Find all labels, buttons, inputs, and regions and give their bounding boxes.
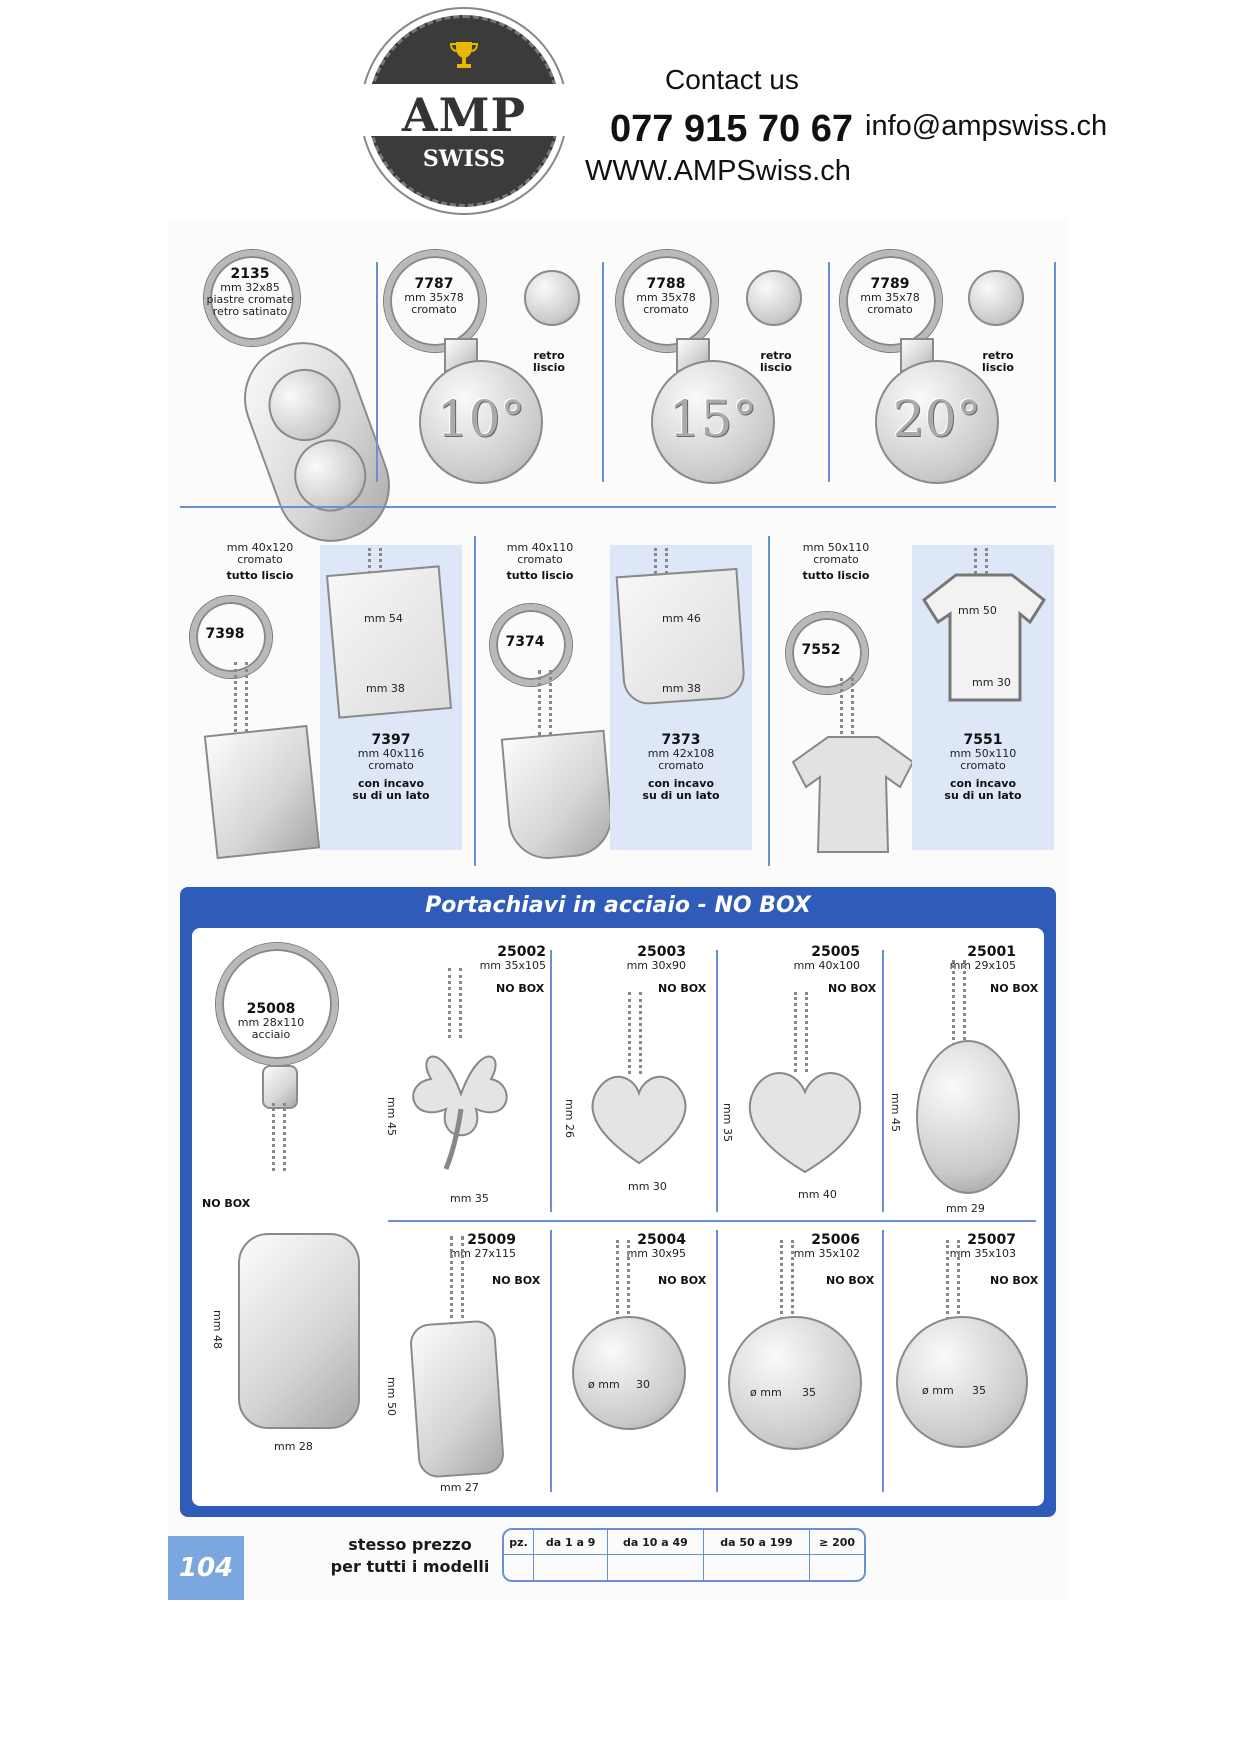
- product-code: 25009: [467, 1232, 516, 1248]
- back-note: retro: [760, 349, 792, 362]
- dimension-a: mm 26: [562, 1099, 576, 1138]
- price-cell: [504, 1555, 534, 1581]
- dimension-width: mm 28: [274, 1440, 313, 1453]
- dimension-height: mm 46: [662, 612, 701, 625]
- price-table: [502, 1528, 866, 1582]
- contact-title: Contact us: [665, 64, 799, 95]
- numbered-disc: [875, 360, 999, 484]
- product-note: con incavo: [949, 777, 1016, 790]
- product-finish: cromato: [411, 303, 457, 316]
- product-note: su di un lato: [642, 789, 720, 802]
- dimension-height: mm 50: [958, 604, 997, 617]
- back-view: [746, 270, 802, 326]
- dimension-a: mm 35: [720, 1103, 734, 1142]
- product-25004: [556, 1226, 716, 1496]
- column-divider: [550, 950, 552, 1212]
- back-note: liscio: [760, 361, 792, 374]
- product-code: 25002: [497, 944, 546, 960]
- column-divider: [882, 1230, 884, 1492]
- contact-email[interactable]: info@ampswiss.ch: [865, 110, 1108, 142]
- product-code: 25004: [637, 1232, 686, 1248]
- product-25006: [720, 1226, 890, 1496]
- dogtag-plate: [238, 1233, 360, 1429]
- product-size: mm 40x100: [793, 959, 860, 972]
- column-divider: [376, 262, 378, 482]
- dimension-b: 35: [802, 1386, 816, 1399]
- product-25001: [886, 940, 1046, 1215]
- product-group-7552-7551: [776, 520, 1066, 870]
- nobox-label: NO BOX: [826, 1274, 875, 1287]
- product-code: 7551: [963, 732, 1003, 748]
- product-size: mm 29x105: [949, 959, 1016, 972]
- product-25008: [196, 935, 381, 1495]
- nobox-label: NO BOX: [658, 982, 707, 995]
- product-code: 7374: [505, 634, 545, 650]
- numbered-disc: [651, 360, 775, 484]
- column-divider: [828, 262, 830, 482]
- product-finish: cromato: [960, 759, 1006, 772]
- product-note: tutto liscio: [506, 569, 574, 582]
- product-code: 7789: [870, 276, 910, 292]
- heart-plate: [740, 1064, 870, 1176]
- product-code: 7373: [661, 732, 701, 748]
- keyring-plate: [501, 730, 615, 863]
- keyring-plate: [326, 565, 452, 718]
- product-25009: [386, 1226, 546, 1496]
- product-code: 25007: [967, 1232, 1016, 1248]
- disc-number: 15°: [668, 390, 758, 448]
- product-code: 7552: [801, 642, 841, 658]
- product-note: su di un lato: [352, 789, 430, 802]
- dimension-width: mm 38: [662, 682, 701, 695]
- price-header: da 1 a 9: [534, 1530, 608, 1555]
- back-view: [968, 270, 1024, 326]
- tshirt-plate: [920, 570, 1048, 710]
- back-note: retro: [982, 349, 1014, 362]
- product-finish: retro satinato: [212, 305, 288, 318]
- product-25002: [386, 940, 546, 1210]
- dimension-b: mm 27: [440, 1481, 479, 1494]
- product-7787: [384, 250, 604, 490]
- product-note: con incavo: [357, 777, 424, 790]
- product-7789: [840, 250, 1060, 490]
- round-plate: [896, 1316, 1028, 1448]
- clover-plate: [406, 1034, 516, 1174]
- product-note: tutto liscio: [226, 569, 294, 582]
- product-finish: cromato: [658, 759, 704, 772]
- dimension-b: 35: [972, 1384, 986, 1397]
- product-code: 25006: [811, 1232, 860, 1248]
- product-size: mm 27x115: [449, 1247, 516, 1260]
- product-size: mm 35x78: [636, 291, 696, 304]
- dimension-b: mm 40: [798, 1188, 837, 1201]
- product-code: 7398: [205, 626, 245, 642]
- product-finish: cromato: [813, 553, 859, 566]
- column-divider: [474, 536, 476, 866]
- numbered-disc: [419, 360, 543, 484]
- disc-number: 20°: [892, 390, 982, 448]
- company-logo: [368, 15, 560, 207]
- column-divider: [768, 536, 770, 866]
- nobox-label: NO BOX: [496, 982, 545, 995]
- price-header: pz.: [504, 1530, 534, 1555]
- product-size: mm 35x105: [479, 959, 546, 972]
- price-note-line: per tutti i modelli: [330, 1557, 490, 1576]
- product-code: 7788: [646, 276, 686, 292]
- nobox-label: NO BOX: [828, 982, 877, 995]
- product-finish: cromato: [368, 759, 414, 772]
- product-code: 2135: [230, 266, 270, 282]
- product-code: 25008: [246, 1001, 296, 1017]
- product-size: mm 32x85: [220, 281, 280, 294]
- product-group-7374-7373: [480, 520, 770, 870]
- dimension-a: ø mm: [922, 1384, 954, 1397]
- price-cell: [534, 1555, 608, 1581]
- product-group-7398-7397: [180, 520, 470, 870]
- dimension-b: 30: [636, 1378, 650, 1391]
- product-2135: [200, 250, 380, 550]
- trophy-icon: [450, 40, 478, 70]
- product-size: mm 30x95: [626, 1247, 686, 1260]
- nobox-title: Portachiavi in acciaio - NO BOX: [425, 893, 811, 918]
- nobox-label: NO BOX: [658, 1274, 707, 1287]
- product-size: mm 50x110: [802, 541, 870, 554]
- dimension-a: ø mm: [588, 1378, 620, 1391]
- price-cell: [703, 1555, 809, 1581]
- disc-number: 10°: [436, 390, 526, 448]
- dimension-a: mm 45: [384, 1097, 398, 1136]
- product-size: mm 35x78: [860, 291, 920, 304]
- column-divider: [716, 950, 718, 1212]
- price-cell: [608, 1555, 704, 1581]
- product-code: 25005: [811, 944, 860, 960]
- product-code: 7397: [371, 732, 411, 748]
- product-size: mm 50x110: [949, 747, 1017, 760]
- back-note: liscio: [533, 361, 565, 374]
- product-finish: cromato: [517, 553, 563, 566]
- product-size: mm 35x78: [404, 291, 464, 304]
- product-7788: [616, 250, 836, 490]
- product-size: mm 30x90: [626, 959, 686, 972]
- column-divider: [882, 950, 884, 1212]
- price-header: ≥ 200: [810, 1530, 864, 1555]
- product-note: con incavo: [647, 777, 714, 790]
- product-size: mm 40x110: [506, 541, 574, 554]
- back-note: retro: [533, 349, 565, 362]
- column-divider: [550, 1230, 552, 1492]
- tshirt-plate: [788, 732, 918, 862]
- dimension-width: mm 30: [972, 676, 1011, 689]
- logo-sub-text: SWISS: [422, 146, 506, 172]
- price-header: da 10 a 49: [608, 1530, 704, 1555]
- logo-main-text: AMP: [401, 88, 527, 142]
- nobox-label: NO BOX: [990, 1274, 1039, 1287]
- heart-plate: [584, 1068, 694, 1168]
- product-code: 7787: [414, 276, 454, 292]
- product-size: mm 42x108: [647, 747, 715, 760]
- dimension-height: mm 48: [210, 1310, 224, 1349]
- row-divider: [388, 1220, 1036, 1222]
- dimension-b: mm 30: [628, 1180, 667, 1193]
- product-size: mm 40x120: [226, 541, 294, 554]
- product-material: acciaio: [251, 1028, 291, 1041]
- dimension-a: ø mm: [750, 1386, 782, 1399]
- dogtag-plate: [409, 1319, 506, 1479]
- dimension-width: mm 38: [366, 682, 405, 695]
- contact-website[interactable]: WWW.AMPSwiss.ch: [585, 155, 851, 187]
- product-finish: cromato: [237, 553, 283, 566]
- price-note: [320, 1534, 500, 1578]
- product-size: mm 35x102: [793, 1247, 860, 1260]
- product-note: su di un lato: [944, 789, 1022, 802]
- round-plate: [728, 1316, 862, 1450]
- product-finish: cromato: [867, 303, 913, 316]
- product-code: 25001: [967, 944, 1016, 960]
- product-code: 25003: [637, 944, 686, 960]
- product-size: mm 28x110: [237, 1016, 305, 1029]
- page-number: 104: [168, 1536, 244, 1600]
- product-25003: [556, 940, 716, 1210]
- nobox-label: NO BOX: [492, 1274, 541, 1287]
- back-view: [524, 270, 580, 326]
- product-25005: [720, 940, 890, 1210]
- product-size: mm 35x103: [949, 1247, 1016, 1260]
- column-divider: [716, 1230, 718, 1492]
- dimension-a: mm 45: [888, 1093, 902, 1132]
- round-plate: [572, 1316, 686, 1430]
- dimension-b: mm 35: [450, 1192, 489, 1205]
- back-note: liscio: [982, 361, 1014, 374]
- keyring-plate: [204, 725, 320, 859]
- column-divider: [1054, 262, 1056, 482]
- nobox-label: NO BOX: [990, 982, 1039, 995]
- product-note: tutto liscio: [802, 569, 870, 582]
- product-25007: [886, 1226, 1046, 1496]
- product-size: mm 40x116: [357, 747, 425, 760]
- contact-phone[interactable]: 077 915 70 67: [610, 108, 854, 150]
- price-note-line: stesso prezzo: [348, 1535, 472, 1554]
- row-divider: [180, 506, 1056, 508]
- product-finish: cromato: [643, 303, 689, 316]
- product-finish: piastre cromate: [206, 293, 294, 306]
- nobox-label: NO BOX: [202, 1197, 251, 1210]
- price-header: da 50 a 199: [703, 1530, 809, 1555]
- dimension-a: mm 50: [384, 1377, 398, 1416]
- column-divider: [602, 262, 604, 482]
- oval-plate: [916, 1040, 1020, 1194]
- dimension-height: mm 54: [364, 612, 403, 625]
- price-cell: [810, 1555, 864, 1581]
- dimension-b: mm 29: [946, 1202, 985, 1215]
